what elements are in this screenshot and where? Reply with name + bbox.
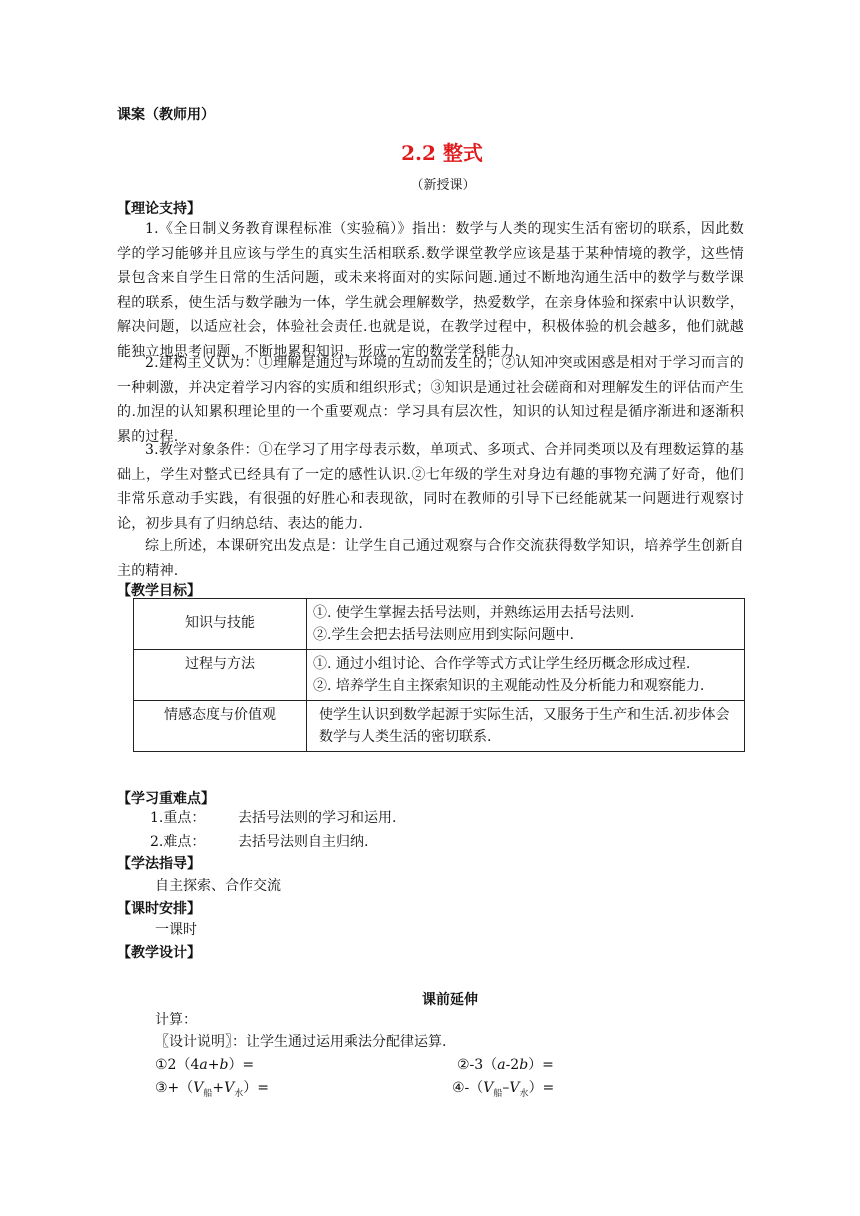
exercise-3: $③+(V_船+V_水)=$ xyxy=(155,1080,270,1099)
design-heading: 【教学设计】 xyxy=(117,945,201,961)
goals-row-label: 过程与方法 xyxy=(134,650,307,701)
theory-paragraph-1: 1.《全日制义务教育课程标准（实验稿）》指出：数学与人类的现实生活有密切的联系，因此数学的学习能够并且应该与学生的真实生活相联系.数学课堂教学应该是基于某种情境的教学，这些情景包含来自学生日常的生活问题，或未来将面对的实际问题.通过不断地沟通生活中的数学与数学课程的联系，使生活与数学融为一体，学生就会理解数学，热爱数学，在亲身体验和探索中认识数学，解决问题，以适应社会，体验社会责任.也就是说，在教学过程中，积极体验的机会越多，他们就越能独立地思考问题，不断地累积知识，形成一定的数学学科能力. xyxy=(117,221,744,360)
document-label: 课案（教师用） xyxy=(117,107,215,123)
schedule-text: 一课时 xyxy=(155,922,197,938)
theory-heading: 【理论支持】 xyxy=(117,201,201,217)
hard-point-text: 去括号法则自主归纳. xyxy=(238,834,369,850)
goals-row-content xyxy=(307,650,745,701)
goal-item: ①. 通过小组讨论、合作学等式方式让学生经历概念形成过程. xyxy=(313,656,691,672)
key-point-label: 1.重点： xyxy=(150,810,206,826)
hard-point-label: 2.难点： xyxy=(150,834,206,850)
design-note: 〖设计说明〗：让学生通过运用乘法分配律运算. xyxy=(155,1034,447,1050)
theory-paragraph-3: 3.教学对象条件：①在学习了用字母表示数，单项式、多项式、合并同类项以及有理数运算的基础上，学生对整式已经具有了一定的感性认识.②七年级的学生对身边有趣的事物充满了好奇，他们非常乐意动手实践，有很强的好胜心和表现欲，同时在教师的引导下已经能就某一问题进行观察讨论，初步具有了归纳总结、表达的能力. xyxy=(117,442,744,532)
goal-item: 使学生认识到数学起源于实际生活，又服务于生产和生活.初步体会数学与人类生活的密切联系. xyxy=(319,707,730,745)
method-text: 自主探索、合作交流 xyxy=(155,878,281,894)
method-heading: 【学法指导】 xyxy=(117,856,201,872)
theory-paragraph-4: 综上所述，本课研究出发点是：让学生自己通过观察与合作交流获得数学知识，培养学生创新自主的精神. xyxy=(117,538,744,579)
exercise-1: ①2（4a+b）= xyxy=(155,1057,255,1073)
goal-item: ②. 培养学生自主探索知识的主观能动性及分析能力和观察能力. xyxy=(313,678,705,694)
goals-table xyxy=(133,598,745,752)
theory-paragraph-2: 2.建构主义认为：①理解是通过与环境的互动而发生的；②认知冲突或困惑是相对于学习而言的一种刺激，并决定着学习内容的实质和组织形式；③知识是通过社会磋商和对理解发生的评估而产生的.加涅的认知累积理论里的一个重要观点：学习具有层次性，知识的认知过程是循序渐进和逐渐积累的过程. xyxy=(117,355,744,445)
page-title: 2.2 整式 xyxy=(401,141,483,165)
goals-row-label: 知识与技能 xyxy=(134,599,307,650)
page-subtitle: （新授课） xyxy=(410,178,476,193)
goals-row-content xyxy=(307,701,745,752)
difficulty-heading: 【学习重难点】 xyxy=(117,791,215,807)
schedule-heading: 【课时安排】 xyxy=(117,901,201,917)
goals-row-label: 情感态度与价值观 xyxy=(134,701,307,752)
goals-row xyxy=(134,701,745,752)
goal-item: ②.学生会把去括号法则应用到实际问题中. xyxy=(313,627,574,643)
exercise-2: ②-3（a-2b）= xyxy=(457,1057,554,1073)
goal-item: ①. 使学生掌握去括号法则，并熟练运用去括号法则. xyxy=(313,605,635,621)
calc-label: 计算： xyxy=(155,1012,197,1028)
goals-row xyxy=(134,650,745,701)
goals-heading: 【教学目标】 xyxy=(117,583,201,599)
goals-row-content xyxy=(307,599,745,650)
goals-row xyxy=(134,599,745,650)
key-point-text: 去括号法则的学习和运用. xyxy=(238,810,397,826)
exercise-4: $④-(V_船-V_水)=$ xyxy=(452,1080,555,1099)
pre-class-title: 课前延伸 xyxy=(422,992,478,1008)
